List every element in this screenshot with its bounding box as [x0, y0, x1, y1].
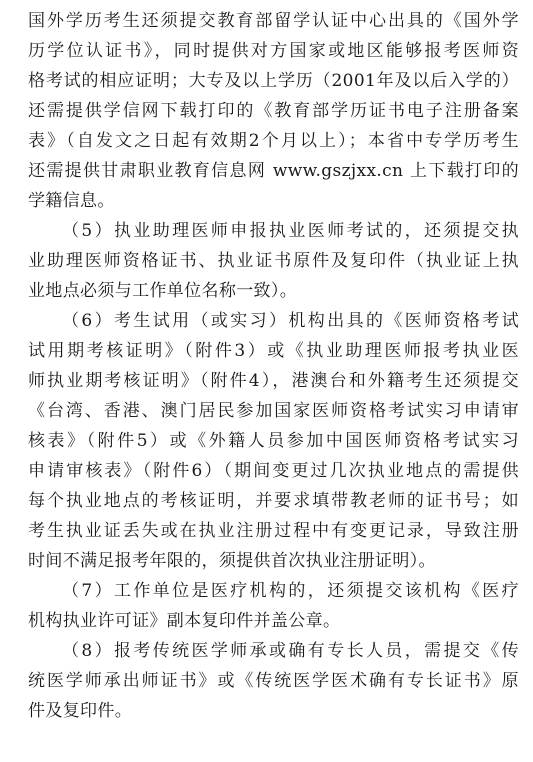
text-line: 机构执业许可证》副本复印件并盖公章。	[28, 611, 341, 631]
text-line: 统医学师承出师证书》或《传统医学医术确有专长证书》原	[28, 671, 519, 691]
text-line: 历学位认证书》，同时提供对方国家或地区能够报考医师资	[28, 41, 519, 61]
text-line: 申请审核表》（附件6）（期间变更过几次执业地点的需提供	[28, 461, 519, 481]
text-line: 每个执业地点的考核证明，并要求填带教老师的证书号；如	[28, 491, 519, 511]
paragraph-foreign-degree	[28, 6, 519, 216]
text-line: 业助理医师资格证书、执业证书原件及复印件（执业证上执	[28, 251, 519, 271]
text-line: 还需提供甘肃职业教育信息网 www.gszjxx.cn 上下载打印的	[28, 161, 519, 181]
text-line: 表》（自发文之日起有效期2个月以上）；本省中专学历考生	[28, 131, 519, 151]
text-line: 《台湾、香港、澳门居民参加国家医师资格考试实习申请审	[28, 401, 519, 421]
text-line: 核表》（附件5）或《外籍人员参加中国医师资格考试实习	[28, 431, 519, 451]
text-line: 考生执业证丢失或在执业注册过程中有变更记录，导致注册	[28, 521, 519, 541]
text-line: 件及复印件。	[28, 701, 133, 721]
text-line: 还需提供学信网下载打印的《教育部学历证书电子注册备案	[28, 101, 519, 121]
text-line: 时间不满足报考年限的，须提供首次执业注册证明）。	[28, 551, 436, 571]
text-line: 学籍信息。	[28, 191, 115, 211]
text-line: （6）考生试用（或实习）机构出具的《医师资格考试	[62, 311, 519, 331]
paragraph-item-5	[28, 216, 519, 306]
text-line: 师执业期考核证明》（附件4），港澳台和外籍考生还须提交	[28, 371, 519, 391]
paragraph-item-7	[28, 576, 519, 636]
text-line: （5）执业助理医师申报执业医师考试的，还须提交执	[62, 221, 519, 241]
paragraph-item-8	[28, 636, 519, 726]
text-line: 试用期考核证明》（附件3）或《执业助理医师报考执业医	[28, 341, 519, 361]
paragraph-item-6	[28, 306, 519, 576]
text-line: （8）报考传统医学师承或确有专长人员，需提交《传	[62, 641, 519, 661]
text-line: 格考试的相应证明；大专及以上学历（2001年及以后入学的）	[28, 71, 519, 91]
text-line: 国外学历考生还须提交教育部留学认证中心出具的《国外学	[28, 11, 519, 31]
text-line: 业地点必须与工作单位名称一致）。	[28, 281, 298, 301]
text-line: （7）工作单位是医疗机构的，还须提交该机构《医疗	[62, 581, 519, 601]
